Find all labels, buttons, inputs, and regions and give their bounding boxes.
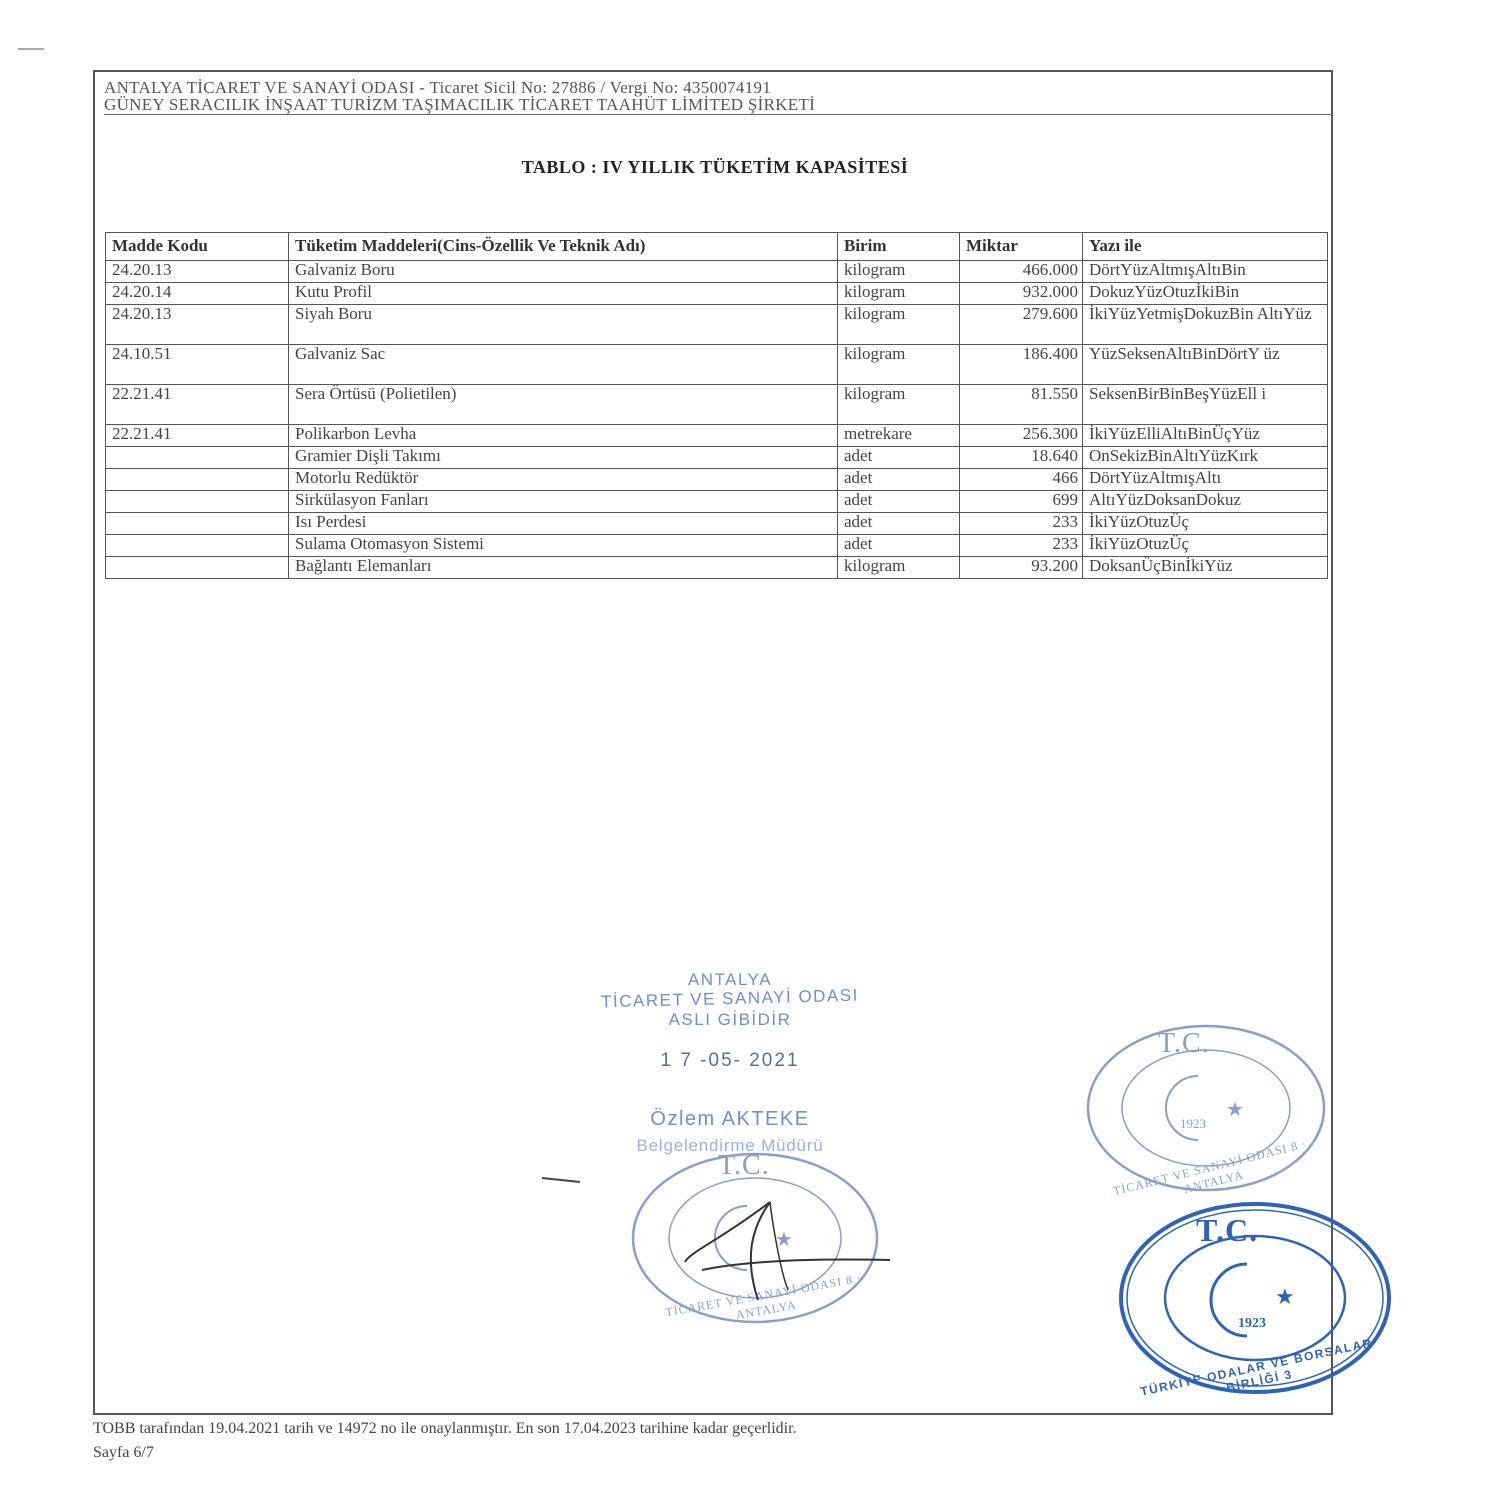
cell-amount: 18.640 xyxy=(960,447,1083,469)
cell-amount: 93.200 xyxy=(960,557,1083,579)
col-header-words: Yazı ile xyxy=(1083,233,1328,261)
table-row xyxy=(106,261,1328,283)
stamp-official-title: Belgelendirme Müdürü xyxy=(636,1136,824,1155)
cell-unit: metrekare xyxy=(838,425,960,447)
cell-unit: kilogram xyxy=(838,345,960,385)
cell-unit: adet xyxy=(838,447,960,469)
header-divider xyxy=(104,114,1333,115)
svg-text:★: ★ xyxy=(1226,1099,1244,1121)
table-header-row xyxy=(106,233,1328,261)
cell-code xyxy=(106,557,289,579)
cell-code: 24.10.51 xyxy=(106,345,289,385)
stamp-city: ANTALYA xyxy=(687,970,773,989)
table-row xyxy=(106,535,1328,557)
col-header-code: Madde Kodu xyxy=(106,233,289,261)
cell-words: İkiYüzElliAltıBinÜçYüz xyxy=(1083,425,1328,447)
cell-code: 24.20.13 xyxy=(106,261,289,283)
table-row xyxy=(106,305,1328,345)
cell-words: DörtYüzAltmışAltı xyxy=(1083,469,1328,491)
page-number: Sayfa 6/7 xyxy=(93,1444,154,1461)
cell-unit: kilogram xyxy=(838,305,960,345)
cell-amount: 932.000 xyxy=(960,283,1083,305)
table-row xyxy=(106,447,1328,469)
cell-name: Polikarbon Levha xyxy=(289,425,838,447)
cell-words: DörtYüzAltmışAltıBin xyxy=(1083,261,1328,283)
chamber-registry-line: ANTALYA TİCARET VE SANAYİ ODASI - Ticaret Sicil No: 27886 / Vergi No: 4350074191 xyxy=(104,78,772,97)
cell-amount: 81.550 xyxy=(960,385,1083,425)
faded-seal-ring: TİCARET VE SANAYİ ODASI 8 · ANTALYA xyxy=(1111,1136,1309,1199)
cell-amount: 699 xyxy=(960,491,1083,513)
cell-unit: kilogram xyxy=(838,283,960,305)
cell-name: Gramier Dişli Takımı xyxy=(289,447,838,469)
cell-name: Motorlu Redüktör xyxy=(289,469,838,491)
cell-name: Sulama Otomasyon Sistemi xyxy=(289,535,838,557)
cell-amount: 466 xyxy=(960,469,1083,491)
cell-unit: adet xyxy=(838,469,960,491)
cell-words: OnSekizBinAltıYüzKırk xyxy=(1083,447,1328,469)
cell-name: Kutu Profil xyxy=(289,283,838,305)
cell-name: Galvaniz Sac xyxy=(289,345,838,385)
cell-unit: kilogram xyxy=(838,385,960,425)
col-header-amount: Miktar xyxy=(960,233,1083,261)
stamp-chamber: TİCARET VE SANAYİ ODASI xyxy=(600,985,860,1012)
table-row xyxy=(106,385,1328,425)
table-row xyxy=(106,557,1328,579)
cell-code xyxy=(106,469,289,491)
svg-text:★: ★ xyxy=(1275,1284,1295,1309)
cell-words: AltıYüzDoksanDokuz xyxy=(1083,491,1328,513)
cell-code: 22.21.41 xyxy=(106,385,289,425)
cell-words: DoksanÜçBinİkiYüz xyxy=(1083,557,1328,579)
cell-name: Sera Örtüsü (Polietilen) xyxy=(289,385,838,425)
cell-amount: 279.600 xyxy=(960,305,1083,345)
cell-amount: 256.300 xyxy=(960,425,1083,447)
cell-code: 22.21.41 xyxy=(106,425,289,447)
cell-amount: 466.000 xyxy=(960,261,1083,283)
cell-words: SeksenBirBinBeşYüzEll i xyxy=(1083,385,1328,425)
col-header-unit: Birim xyxy=(838,233,960,261)
table-row xyxy=(106,469,1328,491)
cell-unit: adet xyxy=(838,535,960,557)
cell-name: Sirkülasyon Fanları xyxy=(289,491,838,513)
stamp-true-copy: ASLI GİBİDİR xyxy=(668,1010,792,1029)
approval-footer: TOBB tarafından 19.04.2021 tarih ve 14972 no ile onaylanmıştır. En son 17.04.2023 tarihine kadar geçerlidir. xyxy=(93,1420,797,1437)
chamber-seal-ring: TİCARET VE SANAYİ ODASI 8 · ANTALYA xyxy=(664,1270,863,1323)
consumption-capacity-table xyxy=(105,232,1328,579)
cell-name: Siyah Boru xyxy=(289,305,838,345)
table-row xyxy=(106,345,1328,385)
cell-name: Isı Perdesi xyxy=(289,513,838,535)
table-row xyxy=(106,491,1328,513)
tobb-seal-ring: TÜRKİYE ODALAR VE BORSALAR BİRLİĞİ 3 xyxy=(1139,1335,1374,1399)
cell-name: Galvaniz Boru xyxy=(289,261,838,283)
stamp-official-name: Özlem AKTEKE xyxy=(650,1108,810,1130)
cell-code xyxy=(106,535,289,557)
cell-unit: adet xyxy=(838,513,960,535)
cell-words: YüzSeksenAltıBinDörtY üz xyxy=(1083,345,1328,385)
cell-name: Bağlantı Elemanları xyxy=(289,557,838,579)
svg-text:★: ★ xyxy=(775,1229,793,1251)
cell-unit: kilogram xyxy=(838,557,960,579)
cell-words: DokuzYüzOtuzİkiBin xyxy=(1083,283,1328,305)
col-header-name: Tüketim Maddeleri(Cins-Özellik Ve Teknik Adı) xyxy=(289,233,838,261)
cell-unit: adet xyxy=(838,491,960,513)
cell-code: 24.20.14 xyxy=(106,283,289,305)
cell-code xyxy=(106,447,289,469)
cell-code xyxy=(106,491,289,513)
table-row xyxy=(106,283,1328,305)
cell-words: İkiYüzOtuzÜç xyxy=(1083,513,1328,535)
table-row xyxy=(106,425,1328,447)
faded-seal-year: 1923 xyxy=(1180,1116,1206,1131)
scan-mark xyxy=(18,48,44,50)
cell-code xyxy=(106,513,289,535)
cell-words: İkiYüzYetmişDokuzBin AltıYüz xyxy=(1083,305,1328,345)
table-row xyxy=(106,513,1328,535)
cell-code: 24.20.13 xyxy=(106,305,289,345)
cell-amount: 233 xyxy=(960,513,1083,535)
cell-words: İkiYüzOtuzÜç xyxy=(1083,535,1328,557)
chamber-seal-top: T.C. xyxy=(718,1150,770,1181)
signature-icon xyxy=(540,1150,900,1330)
tobb-seal-top: T.C. xyxy=(1196,1212,1259,1248)
table-title: TABLO : IV YILLIK TÜKETİM KAPASİTESİ xyxy=(521,157,909,177)
tobb-seal-year: 1923 xyxy=(1238,1316,1266,1331)
stamp-date: 1 7 -05- 2021 xyxy=(660,1050,800,1071)
cell-amount: 186.400 xyxy=(960,345,1083,385)
faded-seal-top: T.C. xyxy=(1158,1028,1210,1059)
cell-amount: 233 xyxy=(960,535,1083,557)
company-name-line: GÜNEY SERACILIK İNŞAAT TURİZM TAŞIMACILIK TİCARET TAAHÜT LİMİTED ŞİRKETİ xyxy=(104,95,816,114)
cell-unit: kilogram xyxy=(838,261,960,283)
